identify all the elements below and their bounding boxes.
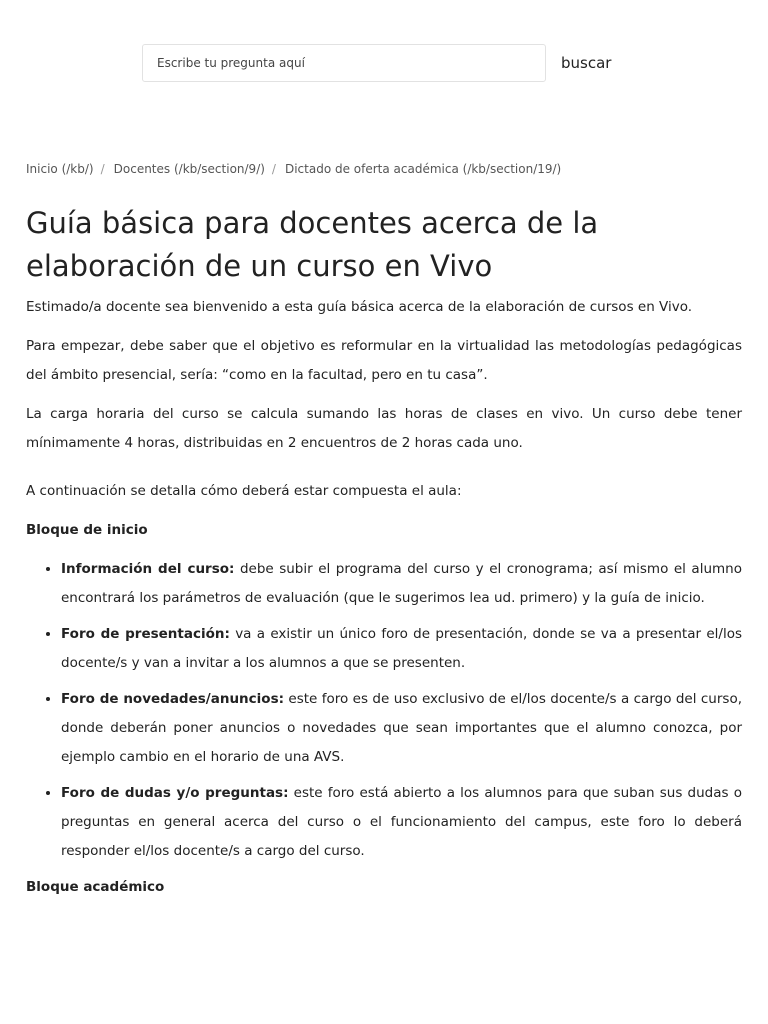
composition-paragraph: A continuación se detalla cómo deberá estar compuesta el aula: — [26, 483, 462, 499]
search-input[interactable] — [143, 45, 545, 81]
search-bar — [142, 44, 546, 82]
list-item-text: este foro es de uso exclusivo de el/los docente/s a cargo del curso, donde deberán poner anuncios o novedades que sean importantes que el alumno conozca, por ejemplo cambio en el horario de una AVS. — [61, 691, 742, 765]
intro-paragraph: Estimado/a docente sea bienvenido a esta guía básica acerca de la elaboración de cursos en Vivo. — [26, 299, 693, 315]
article-body — [26, 293, 742, 912]
list-item — [61, 779, 742, 866]
list-item-text: va a existir un único foro de presentación, donde se va a presentar el/los docente/s y van a invitar a los alumnos a que se presenten. — [61, 626, 742, 671]
list-item — [61, 685, 742, 772]
list-item — [61, 555, 742, 613]
list-item — [61, 620, 742, 678]
bloque-inicio-list — [26, 555, 742, 866]
breadcrumb-separator: / — [100, 162, 105, 176]
objective-paragraph: Para empezar, debe saber que el objetivo es reformular en la virtualidad las metodologías pedagógicas del ámbito presencial, sería: “como en la facultad, pero en tu casa”. — [26, 338, 742, 383]
breadcrumb-item-dictado-oferta-academica[interactable]: Dictado de oferta académica (/kb/section/19/) — [284, 162, 562, 176]
list-item-term: Foro de dudas y/o preguntas: — [61, 785, 289, 801]
search-button[interactable]: buscar — [561, 50, 611, 76]
breadcrumb — [26, 162, 746, 176]
breadcrumb-item-docentes[interactable]: Docentes (/kb/section/9/) — [113, 162, 265, 176]
breadcrumb-separator: / — [271, 162, 276, 176]
section-heading-bloque-inicio: Bloque de inicio — [26, 522, 148, 538]
list-item-text: este foro está abierto a los alumnos para que suban sus dudas o preguntas en general acerca del curso o el funcionamiento del campus, este foro lo deberá responder el/los docente/s a cargo del curso. — [61, 785, 742, 859]
list-item-text: debe subir el programa del curso y el cronograma; así mismo el alumno encontrará los parámetros de evaluación (que le sugerimos lea ud. primero) y la guía de inicio. — [61, 561, 742, 606]
page-title: Guía básica para docentes acerca de la elaboración de un curso en Vivo — [26, 206, 599, 283]
list-item-term: Información del curso: — [61, 561, 235, 577]
breadcrumb-item-inicio[interactable]: Inicio (/kb/) — [26, 162, 94, 176]
workload-paragraph: La carga horaria del curso se calcula sumando las horas de clases en vivo. Un curso debe tener mínimamente 4 horas, distribuidas en 2 encuentros de 2 horas cada uno. — [26, 406, 742, 451]
list-item-term: Foro de presentación: — [61, 626, 230, 642]
section-heading-bloque-academico: Bloque académico — [26, 879, 165, 895]
list-item-term: Foro de novedades/anuncios: — [61, 691, 285, 707]
